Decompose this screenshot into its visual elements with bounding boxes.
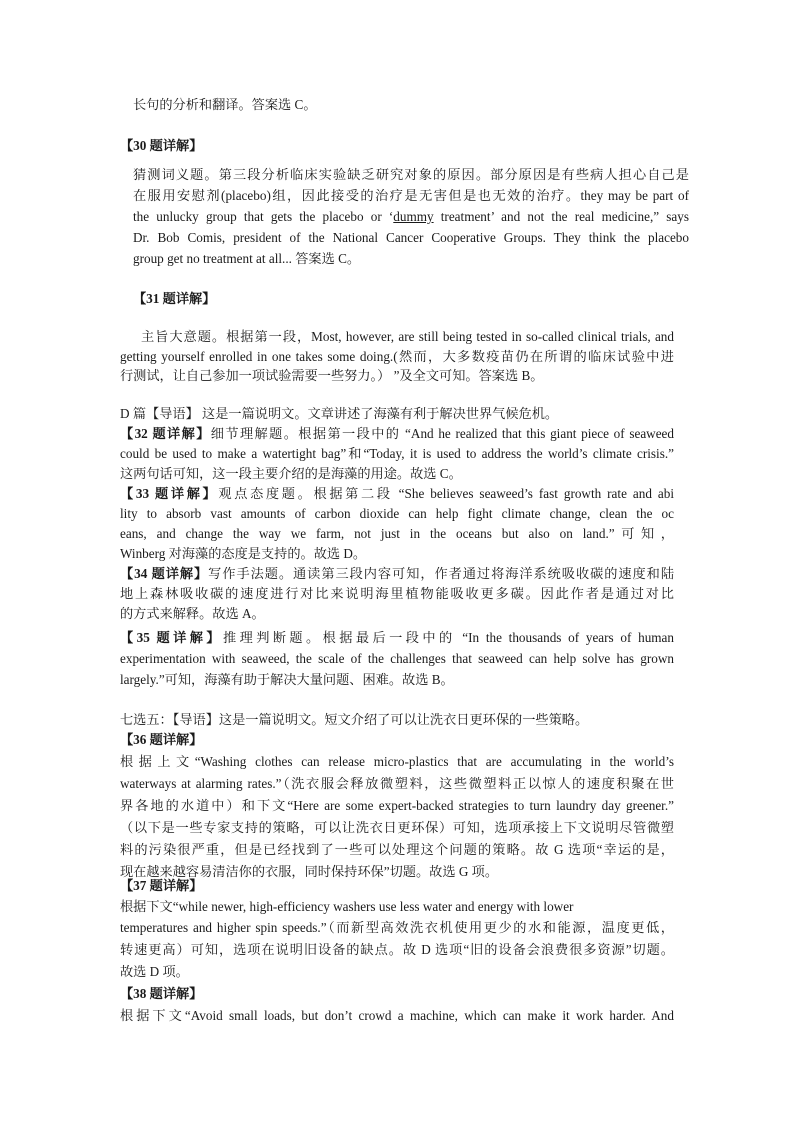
text-line: waterways at alarming rates.”（洗衣服会释放微塑料，这些微塑料正以惊人的速度积聚在世 (120, 776, 674, 791)
text-line: 根据下文“Avoid small loads, but don’t crowd a machine, which can make it work harder. And (120, 1008, 674, 1023)
text-line: 七选五：【导语】这是一篇说明文。短文介绍了可以让洗衣日更环保的一些策略。 (120, 712, 589, 727)
text-line: Winberg 对海藻的态度是支持的。故选 D。 (120, 546, 367, 561)
section-heading-35: 【35 题详解】 (120, 630, 223, 645)
text-line: experimentation with seaweed, the scale of the challenges that seaweed can help solve has grown (120, 651, 674, 666)
text-line: Dr. Bob Comis, president of the National Cancer Cooperative Groups. They think the placebo (133, 230, 689, 245)
text-line: temperatures and higher spin speeds.”（而新型高效洗衣机使用更少的水和能源，温度更低， (120, 920, 674, 935)
text-line: the unlucky group that gets the placebo or ‘dummy treatment’ and not the real medicine,” says (133, 209, 689, 224)
text-line: 猜测词义题。第三段分析临床实验缺乏研究对象的原因。部分原因是有些病人担心自己是 (133, 167, 689, 182)
text-line: 【35 题详解】推理判断题。根据最后一段中的 “In the thousands of years of human (120, 630, 675, 645)
section-heading-38: 【38 题详解】 (120, 986, 203, 1001)
section-heading-30: 【30 题详解】 (120, 138, 203, 153)
section-heading-37: 【37 题详解】 (120, 878, 203, 893)
text-line: D 篇【导语】 这是一篇说明文。文章讲述了海藻有利于解决世界气候危机。 (120, 406, 559, 421)
text-line: 这两句话可知，这一段主要介绍的是海藻的用途。故选 C。 (120, 466, 462, 481)
text-line: 根据下文“while newer, high-efficiency washers use less water and energy with lower (120, 899, 574, 914)
section-heading-31: 【31 题详解】 (133, 291, 216, 306)
text-line: 故选 D 项。 (120, 964, 189, 979)
text-line: 【34 题详解】写作手法题。通读第三段内容可知，作者通过将海洋系统吸收碳的速度和陆 (120, 566, 675, 581)
text-line: （以下是一些专家支持的策略，可以让洗衣日更环保）可知，选项承接上下文说明尽管微塑 (120, 820, 674, 835)
text-line: 【32 题详解】细节理解题。根据第一段中的 “And he realized that this giant piece of seaweed (120, 426, 674, 441)
section-heading-33: 【33 题详解】 (120, 486, 219, 501)
text-line: 主旨大意题。根据第一段，Most, however, are still being tested in so-called clinical trials, and (141, 329, 674, 344)
text-line: 料的污染很严重，但是已经找到了一些可以处理这个问题的策略。故 G 选项“幸运的是， (120, 842, 674, 857)
text-line: 现在越来越容易清洁你的衣服，同时保持环保”切题。故选 G 项。 (120, 864, 499, 879)
text-line: 界各地的水道中）和下文“Here are some expert-backed strategies to turn laundry day greener.” (120, 798, 674, 813)
text-line: 地上森林吸收碳的速度进行对比来说明海里植物能吸收更多碳。因此作者是通过对比 (120, 586, 674, 601)
text-line: group get no treatment at all... 答案选 C。 (133, 251, 361, 266)
text-line: 【33 题详解】观点态度题。根据第二段 “She believes seaweed’s fast growth rate and abi (120, 486, 674, 501)
text-line: eans, and change the way we farm, not just in the oceans but also on land.”可知， (120, 526, 674, 541)
section-heading-32: 【32 题详解】 (120, 426, 211, 441)
text-line: 根据上文“Washing clothes can release micro-plastics that are accumulating in the world’s (120, 754, 674, 769)
text-line: could be used to make a watertight bag”和“Today, it is used to address the world’s climate crisis.” (120, 446, 674, 461)
text-line: lity to absorb vast amounts of carbon dioxide can help fight climate change, clean the oc (120, 506, 674, 521)
text-line: 长句的分析和翻译。答案选 C。 (133, 97, 317, 112)
text-line: 行测试，让自己参加一项试验需要一些努力。） ”及全文可知。答案选 B。 (120, 368, 544, 383)
text-line: getting yourself enrolled in one takes some doing.(然而，大多数疫苗仍在所谓的临床试验中进 (120, 349, 674, 364)
section-heading-34: 【34 题详解】 (120, 566, 209, 581)
text-line: 的方式来解释。故选 A。 (120, 606, 265, 621)
underlined-word: dummy (393, 209, 434, 224)
text-line: largely.”可知，海藻有助于解决大量问题、困难。故选 B。 (120, 672, 454, 687)
text-line: 在服用安慰剂(placebo)组，因此接受的治疗是无害但是也无效的治疗。they may be part of (133, 188, 689, 203)
text-line: 转速更高）可知，选项在说明旧设备的缺点。故 D 选项“旧的设备会浪费很多资源”切题。 (120, 942, 674, 957)
section-heading-36: 【36 题详解】 (120, 732, 203, 747)
